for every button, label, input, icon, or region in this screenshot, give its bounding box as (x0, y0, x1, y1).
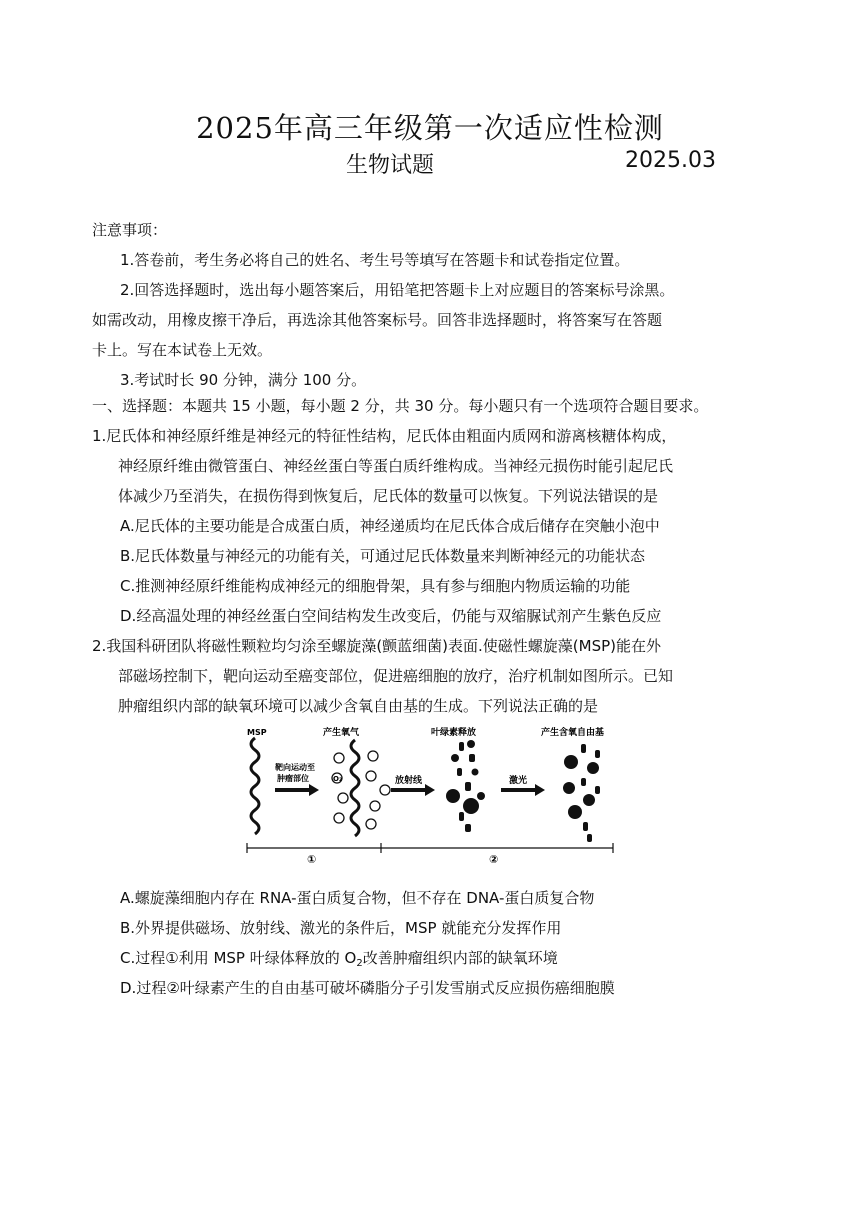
label-oxygen: 产生氧气 (323, 728, 360, 738)
q2-stem-line-2: 部磁场控制下，靶向运动至癌变部位，促进癌细胞的放疗，治疗机制如图所示。已知 (118, 667, 674, 685)
broken-spiral-fragments (446, 740, 485, 832)
q2-stem-line-3: 肿瘤组织内部的缺氧环境可以减少含氧自由基的生成。下列说法正确的是 (118, 697, 599, 715)
q1-stem-line-1: 1.尼氏体和神经原纤维是神经元的特征性结构，尼氏体由粗面内质网和游离核糖体构成， (92, 427, 677, 445)
q1-stem-line-3: 体减少乃至消失，在损伤得到恢复后，尼氏体的数量可以恢复。下列说法错误的是 (118, 487, 659, 505)
label-step-1: ① (307, 853, 317, 866)
notes-item-1: 1.答卷前，考生务必将自己的姓名、考生号等填写在答题卡和试卷指定位置。 (120, 251, 630, 269)
q1-option-d: D.经高温处理的神经丝蛋白空间结构发生改变后，仍能与双缩脲试剂产生紫色反应 (120, 607, 662, 625)
label-laser: 激光 (509, 776, 528, 786)
label-target-2: 肿瘤部位 (277, 774, 309, 783)
q2-option-b: B.外界提供磁场、放射线、激光的条件后，MSP 就能充分发挥作用 (120, 919, 562, 937)
q2-option-c-text: C.过程①利用 MSP 叶绿体释放的 O (120, 949, 357, 967)
treatment-mechanism-diagram (243, 724, 615, 866)
q2-stem-line-1: 2.我国科研团队将磁性颗粒均匀涂至螺旋藻(颤蓝细菌)表面.使磁性螺旋藻(MSP)能在外 (92, 637, 662, 655)
msp-spiral (251, 738, 259, 834)
label-msp: MSP (247, 728, 267, 737)
q1-option-a: A.尼氏体的主要功能是合成蛋白质，神经递质均在尼氏体合成后储存在突触小泡中 (120, 517, 660, 535)
exam-title: 2025年高三年级第一次适应性检测 (196, 111, 664, 145)
oxygen-bubbles (332, 751, 390, 829)
notes-item-2-line-1: 2.回答选择题时，选出每小题答案后，用铅笔把答题卡上对应题目的答案标号涂黑。 (120, 281, 675, 299)
exam-date: 2025.03 (625, 148, 716, 173)
notes-item-3: 3.考试时长 90 分钟，满分 100 分。 (120, 371, 367, 389)
q1-stem-line-2: 神经原纤维由微管蛋白、神经丝蛋白等蛋白质纤维构成。当神经元损伤时能引起尼氏 (118, 457, 674, 475)
label-radicals: 产生含氧自由基 (541, 728, 605, 738)
label-o2: O₂ (333, 775, 343, 783)
q2-option-c (120, 948, 558, 974)
label-radiation: 放射线 (395, 776, 423, 786)
q2-option-c-text-end: 改善肿瘤组织内部的缺氧环境 (362, 949, 558, 967)
section-heading: 一、选择题：本题共 15 小题，每小题 2 分，共 30 分。每小题只有一个选项符合题目要求。 (92, 397, 709, 415)
q2-option-a: A.螺旋藻细胞内存在 RNA-蛋白质复合物，但不存在 DNA-蛋白质复合物 (120, 889, 595, 907)
label-target-1: 靶向运动至 (275, 763, 315, 772)
q2-option-c-subscript: 2 (356, 958, 363, 969)
label-chlorophyll: 叶绿素释放 (431, 728, 477, 738)
notes-item-2-line-2: 如需改动，用橡皮擦干净后，再选涂其他答案标号。回答非选择题时，将答案写在答题 (92, 311, 663, 329)
exam-subtitle: 生物试题 (346, 153, 435, 178)
q2-option-d: D.过程②叶绿素产生的自由基可破坏磷脂分子引发雪崩式反应损伤癌细胞膜 (120, 979, 615, 997)
q1-option-c: C.推测神经原纤维能构成神经元的细胞骨架，具有参与细胞内物质运输的功能 (120, 577, 631, 595)
notes-heading: 注意事项： (92, 221, 168, 239)
notes-item-2-line-3: 卡上。写在本试卷上无效。 (92, 341, 273, 359)
label-step-2: ② (489, 853, 499, 866)
q1-option-b: B.尼氏体数量与神经元的功能有关，可通过尼氏体数量来判断神经元的功能状态 (120, 547, 646, 565)
msp-spiral-with-oxygen (351, 740, 359, 836)
radical-fragments (563, 744, 600, 842)
stage-bracket (247, 843, 613, 853)
arrow-target-icon (275, 784, 319, 796)
